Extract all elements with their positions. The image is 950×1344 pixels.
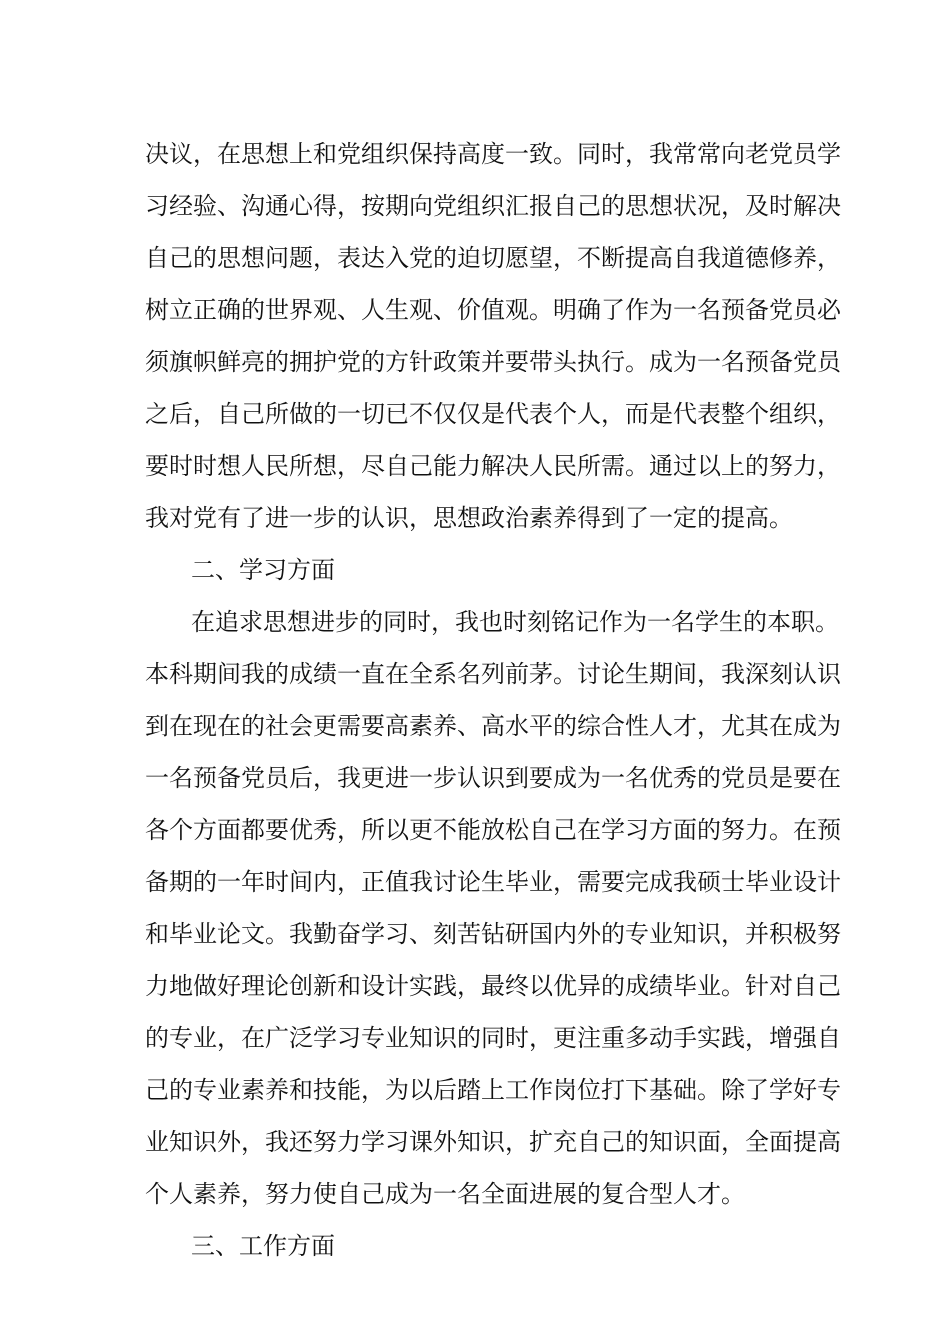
section-heading-work: 三、工作方面	[191, 1232, 335, 1260]
paragraph-line: 到在现在的社会更需要高素养、高水平的综合性人才，尤其在成为	[145, 712, 841, 740]
paragraph-line: 树立正确的世界观、人生观、价值观。明确了作为一名预备党员必	[145, 296, 841, 324]
paragraph-line: 的专业，在广泛学习专业知识的同时，更注重多动手实践，增强自	[145, 1024, 841, 1052]
paragraph-line: 之后，自己所做的一切已不仅仅是代表个人，而是代表整个组织，	[145, 400, 841, 428]
paragraph-line: 和毕业论文。我勤奋学习、刻苦钻研国内外的专业知识，并积极努	[145, 920, 841, 948]
document-body	[145, 128, 841, 1272]
paragraph-line: 习经验、沟通心得，按期向党组织汇报自己的思想状况，及时解决	[145, 192, 841, 220]
paragraph-line: 本科期间我的成绩一直在全系名列前茅。讨论生期间，我深刻认识	[145, 660, 841, 688]
paragraph-line: 一名预备党员后，我更进一步认识到要成为一名优秀的党员是要在	[145, 764, 841, 792]
paragraph-line: 决议，在思想上和党组织保持高度一致。同时，我常常向老党员学	[145, 140, 841, 168]
section-heading-study: 二、学习方面	[191, 556, 335, 584]
paragraph-line: 要时时想人民所想，尽自己能力解决人民所需。通过以上的努力，	[145, 452, 841, 480]
paragraph-line: 己的专业素养和技能，为以后踏上工作岗位打下基础。除了学好专	[145, 1076, 841, 1104]
paragraph-line: 力地做好理论创新和设计实践，最终以优异的成绩毕业。针对自己	[145, 972, 841, 1000]
paragraph-line: 个人素养，努力使自己成为一名全面进展的复合型人才。	[145, 1180, 745, 1208]
paragraph-line: 备期的一年时间内，正值我讨论生毕业，需要完成我硕士毕业设计	[145, 868, 841, 896]
paragraph-line: 各个方面都要优秀，所以更不能放松自己在学习方面的努力。在预	[145, 816, 841, 844]
paragraph-line: 须旗帜鲜亮的拥护党的方针政策并要带头执行。成为一名预备党员	[145, 348, 841, 376]
paragraph-line: 我对党有了进一步的认识，思想政治素养得到了一定的提高。	[145, 504, 793, 532]
paragraph-line: 自己的思想问题，表达入党的迫切愿望，不断提高自我道德修养，	[145, 244, 841, 272]
paragraph-line: 在追求思想进步的同时，我也时刻铭记作为一名学生的本职。	[191, 608, 839, 636]
paragraph-line: 业知识外，我还努力学习课外知识，扩充自己的知识面，全面提高	[145, 1128, 841, 1156]
